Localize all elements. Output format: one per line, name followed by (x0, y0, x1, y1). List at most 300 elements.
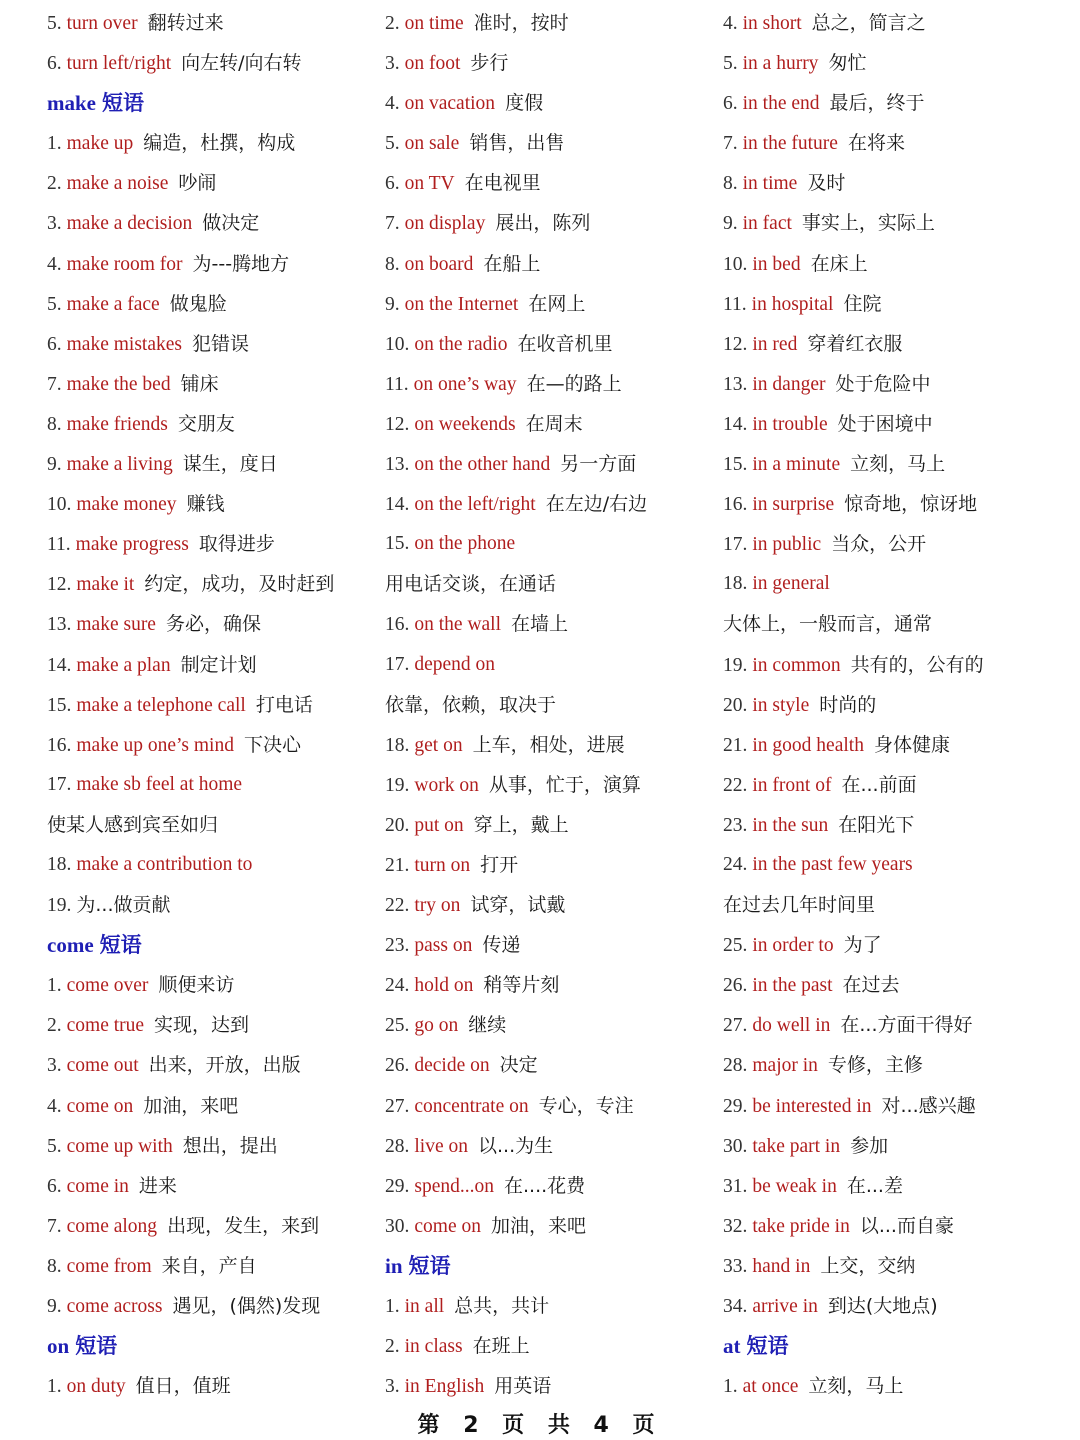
phrase-meaning: 在...差 (846, 1174, 903, 1197)
phrase-item (47, 1045, 377, 1085)
phrase-meaning: 出来，开放，出版 (148, 1054, 301, 1077)
phrase-english: make friends (66, 413, 168, 435)
phrase-english: be interested in (752, 1095, 872, 1117)
phrase-item (385, 965, 715, 1005)
phrase-item (723, 1206, 1068, 1246)
item-number: 1. (385, 1296, 400, 1317)
phrase-meaning: 准时，按时 (473, 12, 569, 34)
item-number: 3. (385, 53, 400, 75)
phrase-item (47, 885, 377, 925)
phrase-english: in a hurry (742, 53, 819, 75)
phrase-item (723, 244, 1068, 284)
phrase-english: pass on (414, 935, 473, 957)
phrase-translation-line (385, 685, 715, 725)
phrase-english: hand in (752, 1255, 811, 1277)
heading-keyword: come (47, 933, 94, 958)
phrase-item (723, 203, 1068, 243)
phrase-english: turn left/right (66, 53, 172, 75)
phrase-english: turn over (66, 13, 138, 34)
phrase-english: on foot (404, 53, 461, 75)
heading-keyword: on (47, 1334, 70, 1359)
item-number: 1. (47, 975, 62, 997)
phrase-item (723, 805, 1068, 845)
phrase-item (385, 123, 715, 163)
phrase-english: put on (414, 814, 464, 836)
column-2 (385, 3, 715, 1406)
phrase-meaning: 到达(大地点) (827, 1295, 938, 1317)
phrase-meaning: 专修，主修 (827, 1054, 923, 1077)
phrase-item (385, 244, 715, 284)
item-number: 13. (723, 373, 748, 395)
phrase-english: in style (752, 694, 810, 716)
item-number: 12. (47, 574, 72, 596)
item-number: 2. (47, 1015, 62, 1037)
phrase-item (47, 1126, 377, 1166)
item-number: 20. (385, 814, 410, 836)
phrase-meaning: 用电话交谈，在通话 (385, 573, 557, 596)
phrase-meaning: 依靠，依赖，取决于 (385, 693, 557, 716)
item-number: 6. (385, 173, 400, 195)
phrase-meaning: 参加 (850, 1134, 889, 1157)
phrase-meaning: 穿上，戴上 (473, 813, 569, 836)
phrase-item (723, 1246, 1068, 1286)
item-number: 30. (385, 1215, 410, 1237)
phrase-meaning: 匆忙 (828, 52, 867, 75)
phrase-meaning: 在电视里 (464, 172, 541, 195)
phrase-english: make the bed (66, 373, 171, 395)
phrase-item (385, 284, 715, 324)
item-number: 10. (385, 333, 410, 355)
phrase-meaning: 对...感兴趣 (881, 1094, 976, 1117)
phrase-english: decide on (414, 1055, 490, 1077)
phrase-item (723, 1166, 1068, 1206)
phrase-item (723, 3, 1068, 43)
phrase-item (385, 725, 715, 765)
phrase-english: work on (414, 774, 479, 796)
phrase-english: on board (404, 253, 474, 275)
item-number: 23. (723, 814, 748, 836)
item-number: 5. (47, 293, 62, 315)
phrase-item (47, 43, 377, 83)
phrase-item (385, 885, 715, 925)
item-number: 4. (723, 13, 738, 34)
item-number: 21. (723, 734, 748, 756)
column-1 (47, 3, 377, 1406)
heading-keyword: in (385, 1253, 403, 1278)
phrase-english: on time (404, 13, 464, 34)
item-number: 30. (723, 1135, 748, 1157)
phrase-meaning: 想出，提出 (182, 1134, 278, 1157)
phrase-meaning: 交朋友 (177, 412, 235, 435)
phrase-english: in all (404, 1296, 445, 1317)
phrase-item (47, 1086, 377, 1126)
item-number: 14. (723, 413, 748, 435)
phrase-meaning: 来自，产自 (161, 1254, 257, 1277)
phrase-item (385, 1126, 715, 1166)
phrase-meaning: 大体上，一般而言，通常 (723, 613, 933, 636)
phrase-english: in English (404, 1376, 485, 1398)
phrase-english: come in (66, 1175, 129, 1197)
phrase-meaning: 事实上，实际上 (801, 212, 935, 235)
phrase-english: be weak in (752, 1175, 837, 1197)
phrase-meaning: 用英语 (494, 1375, 552, 1398)
phrase-meaning: 身体健康 (873, 733, 950, 756)
phrase-item (385, 163, 715, 203)
page-footer: 第 2 页 共 4 页 (417, 1413, 663, 1438)
phrase-item (723, 1005, 1068, 1045)
heading-label: 短语 (408, 1253, 451, 1278)
phrase-english: take part in (752, 1135, 841, 1157)
item-number: 15. (47, 694, 72, 716)
phrase-meaning: 编造，杜撰，构成 (143, 132, 296, 155)
item-number: 29. (385, 1175, 410, 1197)
phrase-english: come over (66, 975, 149, 997)
phrase-english: on vacation (404, 93, 496, 115)
phrase-item (385, 203, 715, 243)
item-number: 4. (385, 93, 400, 115)
phrase-meaning: 总之，简言之 (811, 12, 926, 34)
item-number: 16. (385, 614, 410, 636)
phrase-english: on one’s way (413, 373, 517, 395)
phrase-meaning: 在左边/右边 (545, 493, 648, 516)
phrase-item (385, 925, 715, 965)
phrase-item (47, 1005, 377, 1045)
phrase-meaning: 在墙上 (511, 613, 569, 636)
phrase-item (385, 83, 715, 123)
item-number: 6. (47, 333, 62, 355)
phrase-english: in public (752, 534, 822, 556)
item-number: 8. (47, 413, 62, 435)
phrase-english: come on (66, 1095, 134, 1117)
phrase-item (385, 604, 715, 644)
phrase-english: live on (414, 1135, 468, 1157)
phrase-meaning: 决定 (499, 1054, 538, 1077)
phrase-item (385, 765, 715, 805)
item-number: 5. (47, 1135, 62, 1157)
phrase-item (723, 524, 1068, 564)
phrase-english: make money (76, 494, 177, 516)
phrase-item (47, 203, 377, 243)
phrase-item (47, 163, 377, 203)
item-number: 34. (723, 1296, 748, 1317)
phrase-item (47, 1286, 377, 1326)
phrase-item (47, 965, 377, 1005)
item-number: 16. (723, 494, 748, 516)
phrase-meaning: 在将来 (847, 132, 905, 155)
phrase-item (723, 83, 1068, 123)
phrase-meaning: 在床上 (810, 252, 868, 275)
item-number: 27. (723, 1015, 748, 1037)
phrase-meaning: 在周末 (525, 412, 583, 435)
phrase-item (385, 444, 715, 484)
phrase-meaning: 下决心 (243, 733, 301, 756)
phrase-item (385, 1005, 715, 1045)
item-number: 22. (723, 774, 748, 796)
phrase-item (723, 965, 1068, 1005)
item-number: 16. (47, 734, 72, 756)
item-number: 23. (385, 935, 410, 957)
item-number: 27. (385, 1095, 410, 1117)
phrase-meaning: 处于危险中 (835, 372, 931, 395)
phrase-english: make sure (76, 614, 156, 636)
phrase-english: come from (66, 1255, 152, 1277)
item-number: 10. (723, 253, 748, 275)
item-number: 18. (385, 734, 410, 756)
phrase-meaning: 出现，发生，来到 (167, 1214, 320, 1237)
phrase-item (385, 1206, 715, 1246)
item-number: 25. (723, 935, 748, 957)
phrase-item (723, 845, 1068, 885)
phrase-item (47, 364, 377, 404)
phrase-english: on sale (404, 133, 460, 155)
heading-keyword: at (723, 1334, 741, 1359)
item-number: 28. (385, 1135, 410, 1157)
phrase-meaning: 在收音机里 (517, 332, 613, 355)
item-number: 29. (723, 1095, 748, 1117)
phrase-english: come true (66, 1015, 145, 1037)
item-number: 18. (723, 573, 748, 595)
phrase-english: in the sun (752, 814, 829, 836)
phrase-item (385, 524, 715, 564)
item-number: 33. (723, 1255, 748, 1277)
phrase-english: in front of (752, 774, 832, 796)
phrase-english: on TV (404, 173, 455, 195)
phrase-english: in fact (742, 213, 792, 235)
phrase-item (723, 1045, 1068, 1085)
phrase-english: turn on (414, 854, 471, 876)
item-number: 13. (385, 454, 410, 476)
section-heading (723, 1326, 1068, 1366)
item-number: 7. (385, 213, 400, 235)
item-number: 8. (385, 253, 400, 275)
phrase-meaning: 为了 (843, 934, 882, 957)
item-number: 7. (723, 133, 738, 155)
phrase-english: make a contribution to (76, 853, 253, 875)
phrase-item (385, 324, 715, 364)
item-number: 14. (47, 654, 72, 676)
phrase-meaning: 铺床 (180, 372, 219, 395)
phrase-item (385, 1286, 715, 1326)
phrase-meaning: 打电话 (255, 693, 313, 716)
phrase-item (723, 163, 1068, 203)
phrase-english: on the wall (414, 614, 502, 636)
phrase-translation-line (385, 564, 715, 604)
phrase-item (385, 364, 715, 404)
phrase-english: in short (742, 13, 802, 34)
phrase-english: make progress (75, 534, 189, 556)
phrase-item (385, 1366, 715, 1406)
phrase-item (47, 3, 377, 43)
phrase-meaning: 上车，相处，进展 (472, 733, 625, 756)
phrase-english: on the other hand (414, 454, 551, 476)
phrase-meaning: 立刻，马上 (850, 453, 946, 476)
phrase-english: in a minute (752, 454, 841, 476)
phrase-item (723, 324, 1068, 364)
phrase-meaning: 传递 (482, 934, 521, 957)
phrase-english: come across (66, 1296, 163, 1317)
phrase-meaning: 以...为生 (478, 1134, 554, 1157)
item-number: 14. (385, 494, 410, 516)
phrase-item (723, 925, 1068, 965)
phrase-english: make a living (66, 454, 173, 476)
phrase-item (723, 404, 1068, 444)
phrase-item (723, 1126, 1068, 1166)
phrase-meaning: 从事，忙于，演算 (488, 773, 641, 796)
phrase-english: make a telephone call (76, 694, 246, 716)
phrase-item (47, 645, 377, 685)
phrase-item (47, 1166, 377, 1206)
section-heading (47, 1326, 377, 1366)
phrase-english: get on (414, 734, 463, 756)
item-number: 31. (723, 1175, 748, 1197)
phrase-item (723, 364, 1068, 404)
phrase-english: take pride in (752, 1215, 850, 1237)
phrase-item (723, 564, 1068, 604)
item-number: 9. (723, 213, 738, 235)
phrase-english: spend...on (414, 1175, 494, 1197)
item-number: 21. (385, 854, 410, 876)
phrase-meaning: 在—的路上 (526, 372, 622, 395)
phrase-english: in red (752, 333, 798, 355)
phrase-english: on the Internet (404, 293, 519, 315)
item-number: 9. (47, 454, 62, 476)
phrase-item (47, 444, 377, 484)
item-number: 5. (385, 133, 400, 155)
phrase-english: make a decision (66, 213, 193, 235)
item-number: 6. (47, 53, 62, 75)
item-number: 1. (723, 1376, 738, 1398)
phrase-meaning: 继续 (468, 1014, 507, 1037)
phrase-meaning: 为...做贡献 (76, 894, 171, 917)
phrase-meaning: 做决定 (202, 212, 260, 235)
phrase-item (385, 1086, 715, 1126)
phrase-english: in danger (752, 373, 826, 395)
phrase-item (723, 123, 1068, 163)
phrase-item (47, 404, 377, 444)
phrase-meaning: 在....花费 (504, 1174, 586, 1197)
phrase-english: hold on (414, 975, 474, 997)
phrase-english: major in (752, 1055, 818, 1077)
item-number: 11. (723, 293, 747, 315)
phrase-meaning: 加油，来吧 (143, 1094, 239, 1117)
phrase-meaning: 向左转/向右转 (181, 52, 302, 75)
phrase-english: on duty (66, 1376, 126, 1398)
item-number: 11. (47, 534, 71, 556)
heading-label: 短语 (746, 1334, 789, 1359)
phrase-meaning: 顺便来访 (158, 974, 235, 997)
phrase-item (723, 725, 1068, 765)
phrase-meaning: 另一方面 (560, 453, 637, 476)
item-number: 12. (723, 333, 748, 355)
item-number: 24. (385, 975, 410, 997)
phrase-english: in the future (742, 133, 838, 155)
item-number: 19. (47, 895, 72, 917)
item-number: 2. (385, 1336, 400, 1358)
phrase-english: in order to (752, 935, 834, 957)
phrase-english: make it (76, 574, 135, 596)
phrase-meaning: 及时 (807, 172, 846, 195)
phrase-meaning: 加油，来吧 (490, 1214, 586, 1237)
phrase-english: do well in (752, 1015, 831, 1037)
phrase-meaning: 务必，确保 (165, 613, 261, 636)
phrase-meaning: 遇见，(偶然)发现 (172, 1295, 321, 1317)
section-heading (47, 83, 377, 123)
phrase-english: in the past (752, 975, 833, 997)
phrase-english: on display (404, 213, 486, 235)
item-number: 4. (47, 1095, 62, 1117)
phrase-meaning: 稍等片刻 (483, 974, 560, 997)
item-number: 28. (723, 1055, 748, 1077)
item-number: 22. (385, 895, 410, 917)
item-number: 32. (723, 1215, 748, 1237)
phrase-english: come out (66, 1055, 139, 1077)
phrase-meaning: 展出，陈列 (495, 212, 591, 235)
item-number: 2. (47, 173, 62, 195)
phrase-item (723, 284, 1068, 324)
phrase-item (723, 43, 1068, 83)
item-number: 3. (385, 1376, 400, 1398)
phrase-item (47, 244, 377, 284)
phrase-english: on the phone (414, 533, 516, 555)
phrase-item (385, 645, 715, 685)
phrase-meaning: 为---腾地方 (192, 252, 290, 275)
item-number: 13. (47, 614, 72, 636)
item-number: 20. (723, 694, 748, 716)
phrase-item (47, 564, 377, 604)
phrase-meaning: 在过去几年时间里 (723, 894, 876, 917)
phrase-english: in the end (742, 93, 820, 115)
phrase-item (385, 3, 715, 43)
phrase-english: come up with (66, 1135, 173, 1157)
heading-label: 短语 (75, 1334, 118, 1359)
phrase-item (385, 1045, 715, 1085)
phrase-item (47, 1246, 377, 1286)
phrase-english: at once (742, 1376, 799, 1398)
phrase-meaning: 实现，达到 (154, 1014, 250, 1037)
phrase-item (723, 484, 1068, 524)
phrase-english: depend on (414, 653, 496, 675)
phrase-item (47, 765, 377, 805)
phrase-item (723, 685, 1068, 725)
phrase-item (47, 484, 377, 524)
phrase-item (47, 685, 377, 725)
phrase-meaning: 共有的，公有的 (850, 653, 984, 676)
phrase-english: in time (742, 173, 798, 195)
phrase-meaning: 在过去 (842, 974, 900, 997)
phrase-item (723, 1086, 1068, 1126)
section-heading (47, 925, 377, 965)
phrase-english: make sb feel at home (76, 773, 243, 795)
phrase-item (47, 123, 377, 163)
item-number: 3. (47, 213, 62, 235)
phrase-english: in the past few years (752, 853, 913, 875)
phrase-meaning: 专心，专注 (538, 1094, 634, 1117)
phrase-english: in general (752, 573, 830, 595)
item-number: 6. (723, 93, 738, 115)
item-number: 1. (47, 133, 62, 155)
phrase-item (385, 404, 715, 444)
item-number: 26. (723, 975, 748, 997)
phrase-item (723, 444, 1068, 484)
item-number: 17. (385, 653, 410, 675)
phrase-meaning: 立刻，马上 (808, 1375, 904, 1398)
item-number: 25. (385, 1015, 410, 1037)
item-number: 24. (723, 853, 748, 875)
phrase-meaning: 试穿，试戴 (470, 894, 566, 917)
item-number: 12. (385, 413, 410, 435)
item-number: 19. (385, 774, 410, 796)
item-number: 17. (47, 773, 72, 795)
